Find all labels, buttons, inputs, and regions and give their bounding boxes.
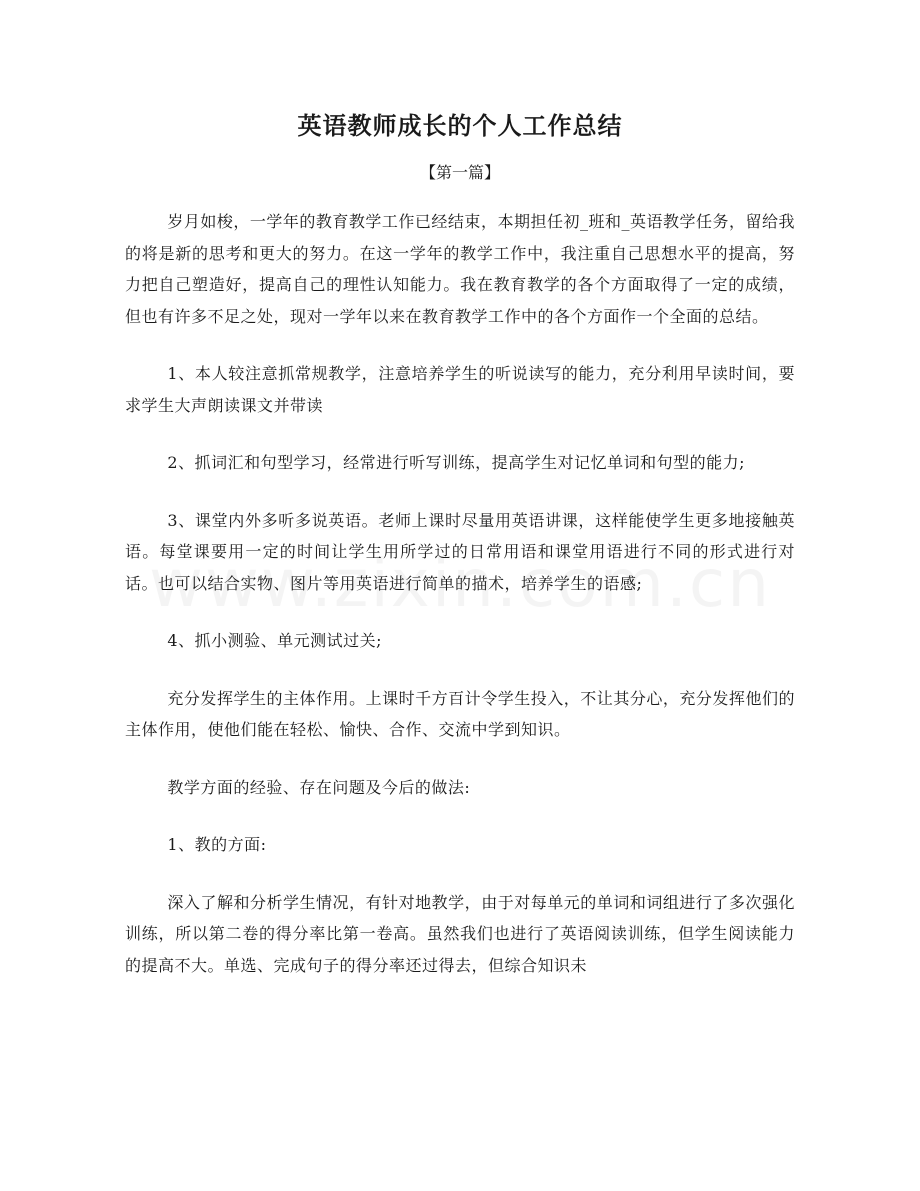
- paragraph-teaching-analysis: 深入了解和分析学生情况，有针对地教学，由于对每单元的单词和词组进行了多次强化训练，所以第二卷的得分率比第一卷高。虽然我们也进行了英语阅读训练，但学生阅读能力的提高不大。单选、完成句子的得分率还过得去，但综合知识未: [125, 892, 795, 975]
- section-label: 【第一篇】: [419, 163, 500, 182]
- paragraph-item-2: 2、抓词汇和句型学习，经常进行听写训练，提高学生对记忆单词和句型的能力;: [167, 453, 745, 472]
- paragraph-item-4: 4、抓小测验、单元测试过关;: [167, 631, 382, 650]
- paragraph-intro: 岁月如梭，一学年的教育教学工作已经结束，本期担任初_班和_英语教学任务，留给我的将是新的思考和更大的努力。在这一学年的教学工作中，我注重自己思想水平的提高，努力把自己塑造好，提高自己的理性认知能力。我在教育教学的各个方面取得了一定的成绩，但也有许多不足之处，现对一学年以来在教育教学工作中的各个方面作一个全面的总结。: [125, 212, 795, 326]
- document-body: [125, 206, 795, 1007]
- paragraph-teaching-heading: 1、教的方面:: [167, 835, 267, 854]
- paragraph-experience-heading: 教学方面的经验、存在问题及今后的做法:: [167, 777, 471, 797]
- document-title: 英语教师成长的个人工作总结: [297, 111, 623, 140]
- paragraph-student-role: 充分发挥学生的主体作用。上课时千方百计令学生投入，不让其分心，充分发挥他们的主体作用，使他们能在轻松、愉快、合作、交流中学到知识。: [125, 688, 795, 739]
- paragraph-item-1: 1、本人较注意抓常规教学，注意培养学生的听说读写的能力，充分利用早读时间，要求学生大声朗读课文并带读: [125, 364, 795, 415]
- paragraph-item-3: 3、课堂内外多听多说英语。老师上课时尽量用英语讲课，这样能使学生更多地接触英语。每堂课要用一定的时间让学生用所学过的日常用语和课堂用语进行不同的形式进行对话。也可以结合实物、图片等用英语进行简单的描术，培养学生的语感;: [125, 510, 795, 593]
